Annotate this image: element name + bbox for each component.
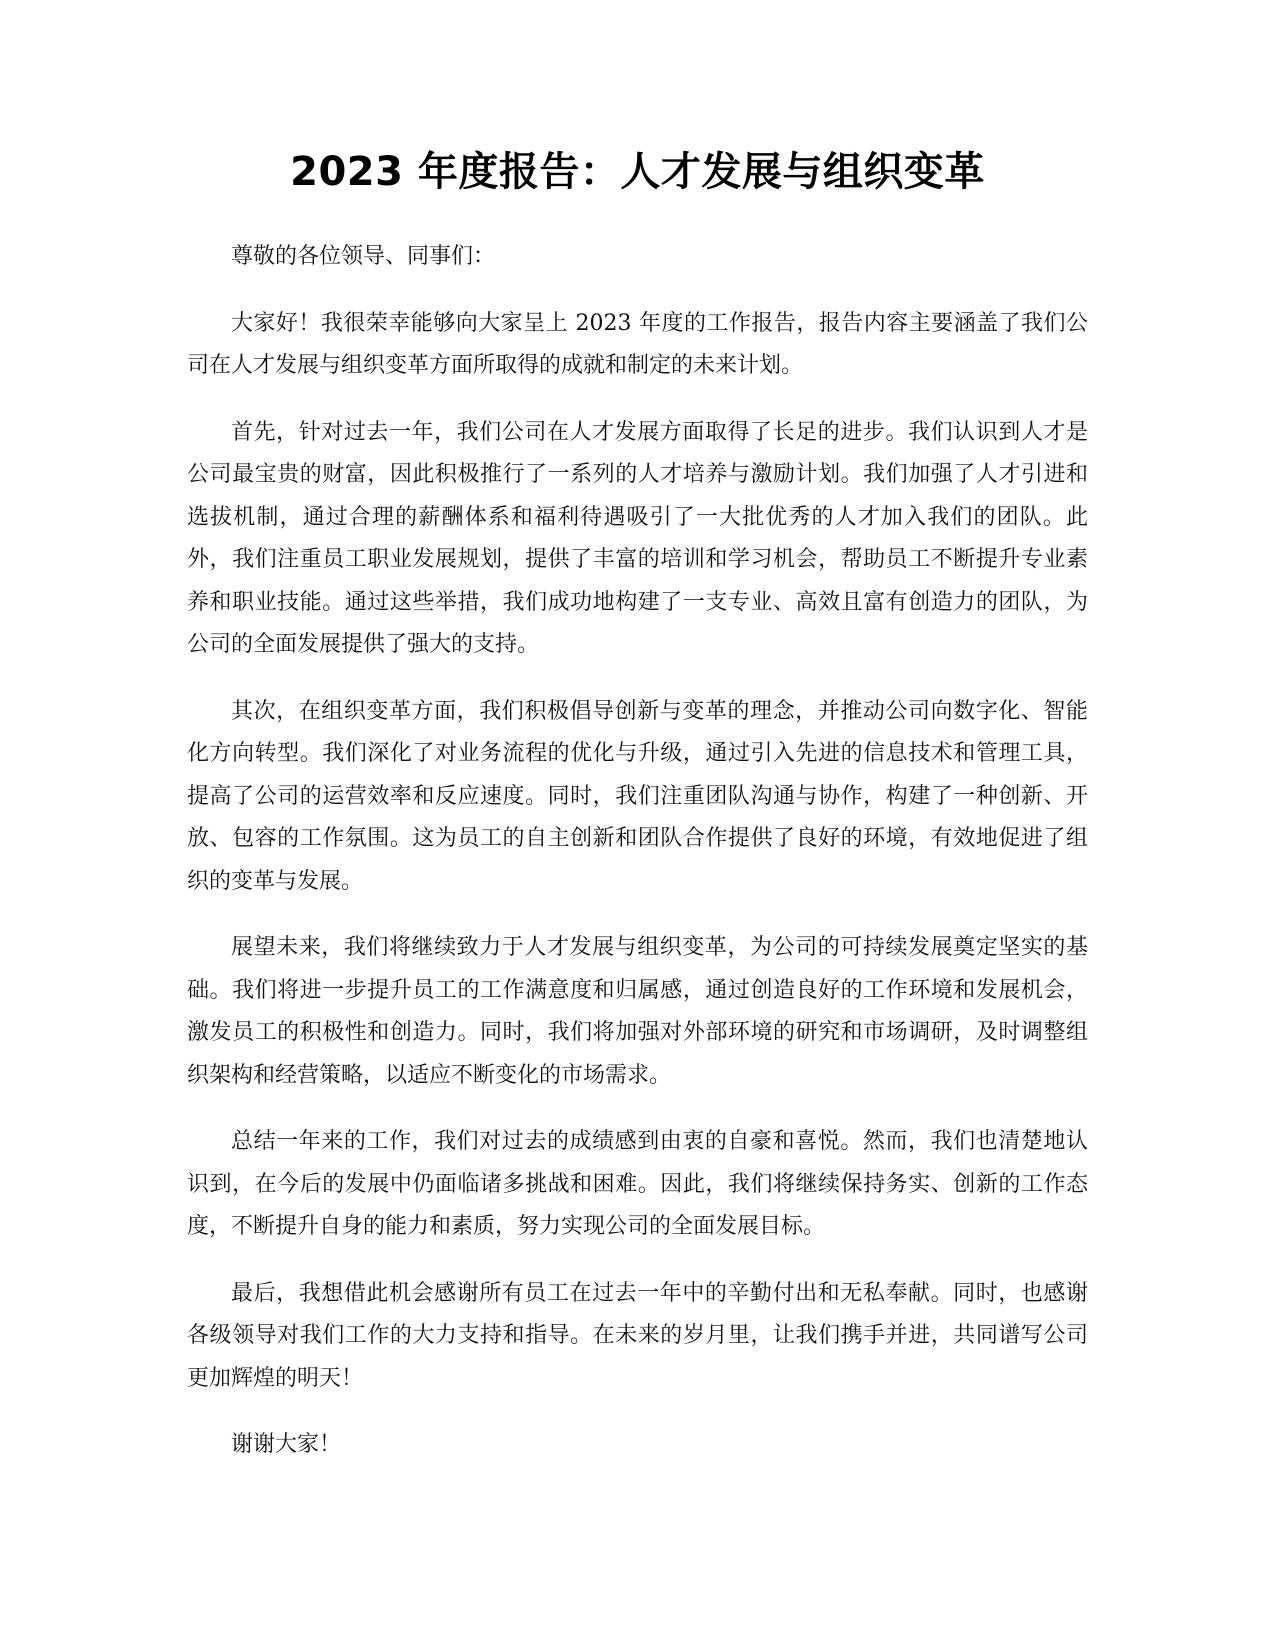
outlook-paragraph: 展望未来，我们将继续致力于人才发展与组织变革，为公司的可持续发展奠定坚实的基础。我们将进一步提升员工的工作满意度和归属感，通过创造良好的工作环境和发展机会，激发员工的积极性和创造力。同时，我们将加强对外部环境的研究和市场调研，及时调整组织架构和经营策略，以适应不断变化的市场需求。 (187, 935, 1088, 1088)
talent-development-paragraph: 首先，针对过去一年，我们公司在人才发展方面取得了长足的进步。我们认识到人才是公司最宝贵的财富，因此积极推行了一系列的人才培养与激励计划。我们加强了人才引进和选拔机制，通过合理的薪酬体系和福利待遇吸引了一大批优秀的人才加入我们的团队。此外，我们注重员工职业发展规划，提供了丰富的培训和学习机会，帮助员工不断提升专业素养和职业技能。通过这些举措，我们成功地构建了一支专业、高效且富有创造力的团队，为公司的全面发展提供了强大的支持。 (187, 419, 1088, 657)
summary-paragraph: 总结一年来的工作，我们对过去的成绩感到由衷的自豪和喜悦。然而，我们也清楚地认识到，在今后的发展中仍面临诸多挑战和困难。因此，我们将继续保持务实、创新的工作态度，不断提升自身的能力和素质，努力实现公司的全面发展目标。 (187, 1129, 1088, 1239)
thanks-paragraph: 最后，我想借此机会感谢所有员工在过去一年中的辛勤付出和无私奉献。同时，也感谢各级领导对我们工作的大力支持和指导。在未来的岁月里，让我们携手并进，共同谱写公司更加辉煌的明天！ (187, 1280, 1088, 1391)
closing-paragraph: 谢谢大家！ (231, 1432, 342, 1457)
organizational-change-paragraph: 其次，在组织变革方面，我们积极倡导创新与变革的理念，并推动公司向数字化、智能化方向转型。我们深化了对业务流程的优化与升级，通过引入先进的信息技术和管理工具，提高了公司的运营效率和反应速度。同时，我们注重团队沟通与协作，构建了一种创新、开放、包容的工作氛围。这为员工的自主创新和团队合作提供了良好的环境，有效地促进了组织的变革与发展。 (187, 698, 1088, 894)
document-title: 2023 年度报告：人才发展与组织变革 (290, 149, 985, 195)
document-body (187, 236, 1088, 1491)
greeting-paragraph: 尊敬的各位领导、同事们： (231, 244, 496, 269)
intro-paragraph: 大家好！我很荣幸能够向大家呈上 2023 年度的工作报告，报告内容主要涵盖了我们公司在人才发展与组织变革方面所取得的成就和制定的未来计划。 (187, 310, 1088, 378)
